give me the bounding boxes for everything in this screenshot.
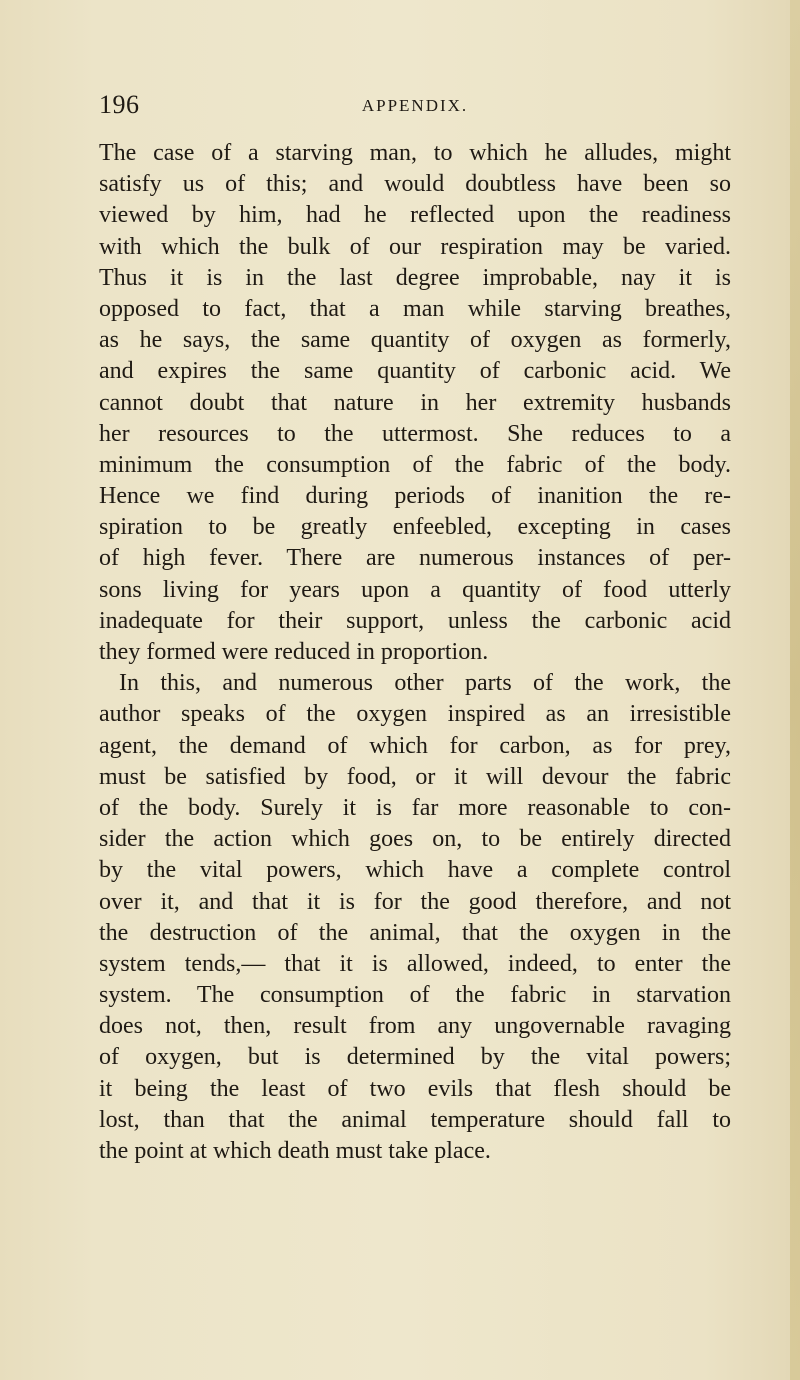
running-head: APPENDIX. (361, 96, 469, 115)
text-line: system tends,— that it is allowed, indeed, to enter the (99, 950, 731, 977)
text-line: satisfy us of this; and would doubtless have been so (99, 171, 731, 198)
text-line: cannot doubt that nature in her extremity husbands (99, 389, 731, 416)
text-line: author speaks of the oxygen inspired as an irresistible (99, 701, 731, 728)
body-text (99, 138, 731, 1167)
text-line: by the vital powers, which have a complete control (99, 857, 731, 884)
text-line: her resources to the uttermost. She reduces to a (99, 420, 731, 447)
text-line: agent, the demand of which for carbon, as for prey, (99, 732, 731, 759)
text-line: the point at which death must take place. (99, 1138, 491, 1164)
text-line: Thus it is in the last degree improbable, nay it is (99, 264, 731, 291)
text-line: sider the action which goes on, to be entirely directed (99, 826, 731, 853)
text-line: Hence we find during periods of inanition the re- (99, 483, 731, 510)
text-line: as he says, the same quantity of oxygen as formerly, (99, 327, 731, 354)
text-line: sons living for years upon a quantity of food utterly (99, 576, 731, 603)
text-line: over it, and that it is for the good therefore, and not (99, 888, 731, 915)
text-line: and expires the same quantity of carbonic acid. We (99, 358, 731, 385)
text-line: of high fever. There are numerous instances of per- (99, 545, 731, 572)
text-line: must be satisfied by food, or it will devour the fabric (99, 763, 731, 790)
text-line: spiration to be greatly enfeebled, excepting in cases (99, 514, 731, 541)
text-line: they formed were reduced in proportion. (99, 639, 489, 665)
text-line: with which the bulk of our respiration may be varied. (99, 233, 731, 260)
text-line: minimum the consumption of the fabric of the body. (99, 451, 731, 478)
text-line: system. The consumption of the fabric in starvation (99, 982, 731, 1009)
page-edge-shadow (790, 0, 800, 1380)
text-line: inadequate for their support, unless the carbonic acid (99, 607, 731, 634)
text-line: viewed by him, had he reflected upon the readiness (99, 202, 731, 229)
text-line: In this, and numerous other parts of the work, the (119, 670, 731, 697)
text-line: of the body. Surely it is far more reasonable to con- (99, 794, 731, 821)
page-number: 196 (99, 90, 140, 119)
page-header (99, 90, 731, 124)
text-line: lost, than that the animal temperature should fall to (99, 1106, 731, 1133)
text-line: of oxygen, but is determined by the vital powers; (99, 1044, 731, 1071)
text-line: the destruction of the animal, that the oxygen in the (99, 919, 731, 946)
text-line: does not, then, result from any ungovernable ravaging (99, 1013, 731, 1040)
text-line: opposed to fact, that a man while starving breathes, (99, 295, 731, 322)
text-line: it being the least of two evils that flesh should be (99, 1075, 731, 1102)
text-line: The case of a starving man, to which he alludes, might (99, 140, 731, 166)
